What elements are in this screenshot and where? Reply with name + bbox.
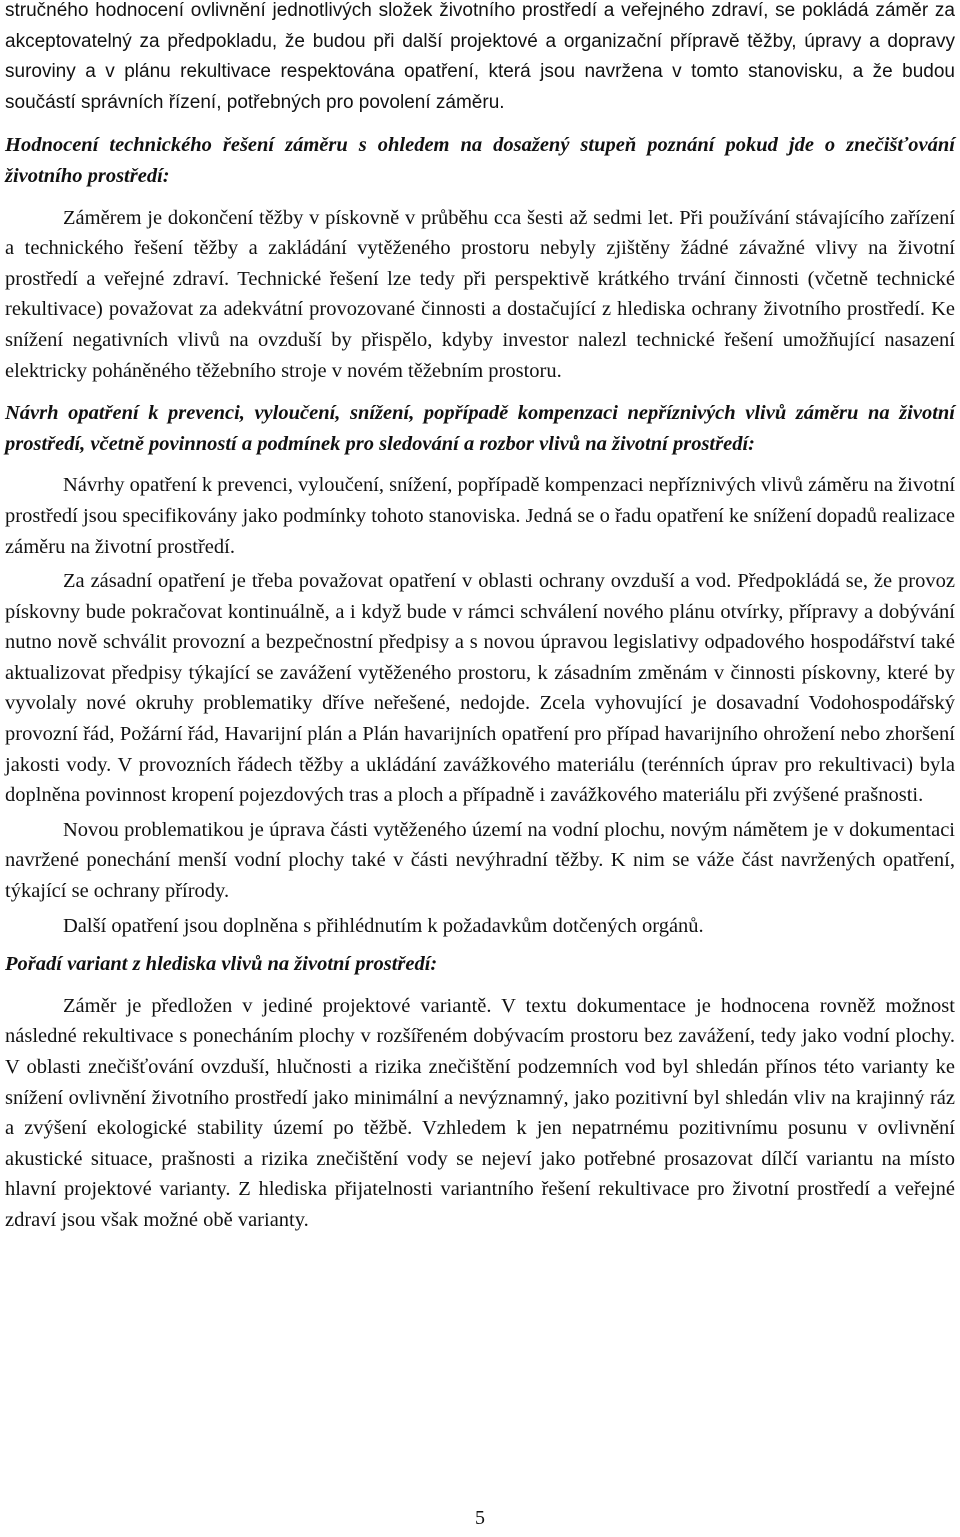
heading-measures: Návrh opatření k prevenci, vyloučení, snížení, popřípadě kompenzaci nepříznivých vlivů záměru na životní prostředí, včetně povinností a podmínek pro sledování a rozbor vlivů na životní prostředí: <box>5 402 955 455</box>
paragraph-variant-order: Záměr je předložen v jediné projektové variantě. V textu dokumentace je hodnocena rovněž možnost následné rekultivace s ponecháním plochy v rozšířeném dobývacím prostoru bez zavážení, tedy jako vodní plochy. V oblasti znečišťování ovzduší, hlučnosti a rizika znečištění podzemních vod byl shledán přínos této varianty ke snížení ovlivnění životního prostředí jako minimální a nevýznamný, jako pozitivní byl shledán vliv na krajinný ráz a zvýšení ekologické stability území po těžbě. Vzhledem k jen nepatrnému pozitivnímu posunu v ovlivnění akustické situace, prašnosti a rizika znečištění vody se nejeví jako potřebné prosazovat dílčí variantu na místo hlavní projektové varianty. Z hlediska přijatelnosti variantního řešení rekultivace pro životní prostředí a veřejné zdraví jsou však možné obě varianty. <box>5 994 955 1231</box>
heading-variant-order: Pořadí variant z hlediska vlivů na životní prostředí: <box>5 953 438 976</box>
paragraph-technical-solution: Záměrem je dokončení těžby v pískovně v průběhu cca šesti až sedmi let. Při používání stávajícího zařízení a technického řešení těžby a zakládání vytěženého prostoru nebyly zjištěny žádné závažné vlivy na životní prostředí a veřejné zdraví. Technické řešení lze tedy při perspektivě krátkého trvání činnosti (včetně technické rekultivace) považovat za adekvátní provozované činnosti a dostačující z hlediska ochrany životního prostředí. Ke snížení negativních vlivů na ovzduší by přispělo, kdyby investor nalezl technické řešení umožňující nasazení elektricky poháněného těžebního stroje v novém těžebním prostoru. <box>5 206 955 382</box>
paragraph-intro: stručného hodnocení ovlivnění jednotlivých složek životního prostředí a veřejného zdraví, se pokládá záměr za akceptovatelný za předpokladu, že budou při další projektové a organizační přípravě těžby, úpravy a dopravy suroviny a v plánu rekultivace respektována opatření, která jsou navržena v tomto stanovisku, a že budou součástí správních řízení, potřebných pro povolení záměru. <box>5 0 955 113</box>
paragraph-other-measures: Další opatření jsou doplněna s přihlédnutím k požadavkům dotčených orgánů. <box>63 914 704 937</box>
heading-technical-solution: Hodnocení technického řešení záměru s ohledem na dosažený stupeň poznání pokud jde o znečišťování životního prostředí: <box>5 134 955 187</box>
page-number: 5 <box>475 1507 485 1529</box>
paragraph-key-measures: Za zásadní opatření je třeba považovat opatření v oblasti ochrany ovzduší a vod. Předpokládá se, že provoz pískovny bude pokračovat kontinuálně, a i když bude v rámci schválení nového plánu otvírky, přípravy a dobývání nutno nově schválit provozní a bezpečnostní předpisy a s novou úpravou legislativy odpadového hospodářství také aktualizovat předpisy týkající se zavážení vytěženého prostoru, k zásadním změnám v činnosti pískovny, které by vyvolaly nové okruhy problematiky dříve neřešené, nedojde. Zcela vyhovující je dosavadní Vodohospodářský provozní řád, Požární řád, Havarijní plán a Plán havarijních opatření pro případ havarijního ohrožení nebo zhoršení jakosti vody. V provozních řádech těžby a ukládání zavážkového materiálu (terénních úprav pro rekultivaci) byla doplněna povinnost kropení pojezdových tras a ploch a případně i zavážkového materiálu při zvýšené prašnosti. <box>5 570 955 807</box>
paragraph-measures-intro: Návrhy opatření k prevenci, vyloučení, snížení, popřípadě kompenzaci nepříznivých vlivů záměru na životní prostředí jsou specifikovány jako podmínky tohoto stanoviska. Jedná se o řadu opatření ke snížení dopadů realizace záměru na životní prostředí. <box>5 474 956 558</box>
paragraph-water-surface: Novou problematikou je úprava části vytěženého území na vodní plochu, novým námětem je v dokumentaci navržené ponechání menší vodní plochy také v části nevýhradní těžby. K nim se váže část navržených opatření, týkající se ochrany přírody. <box>5 818 955 903</box>
